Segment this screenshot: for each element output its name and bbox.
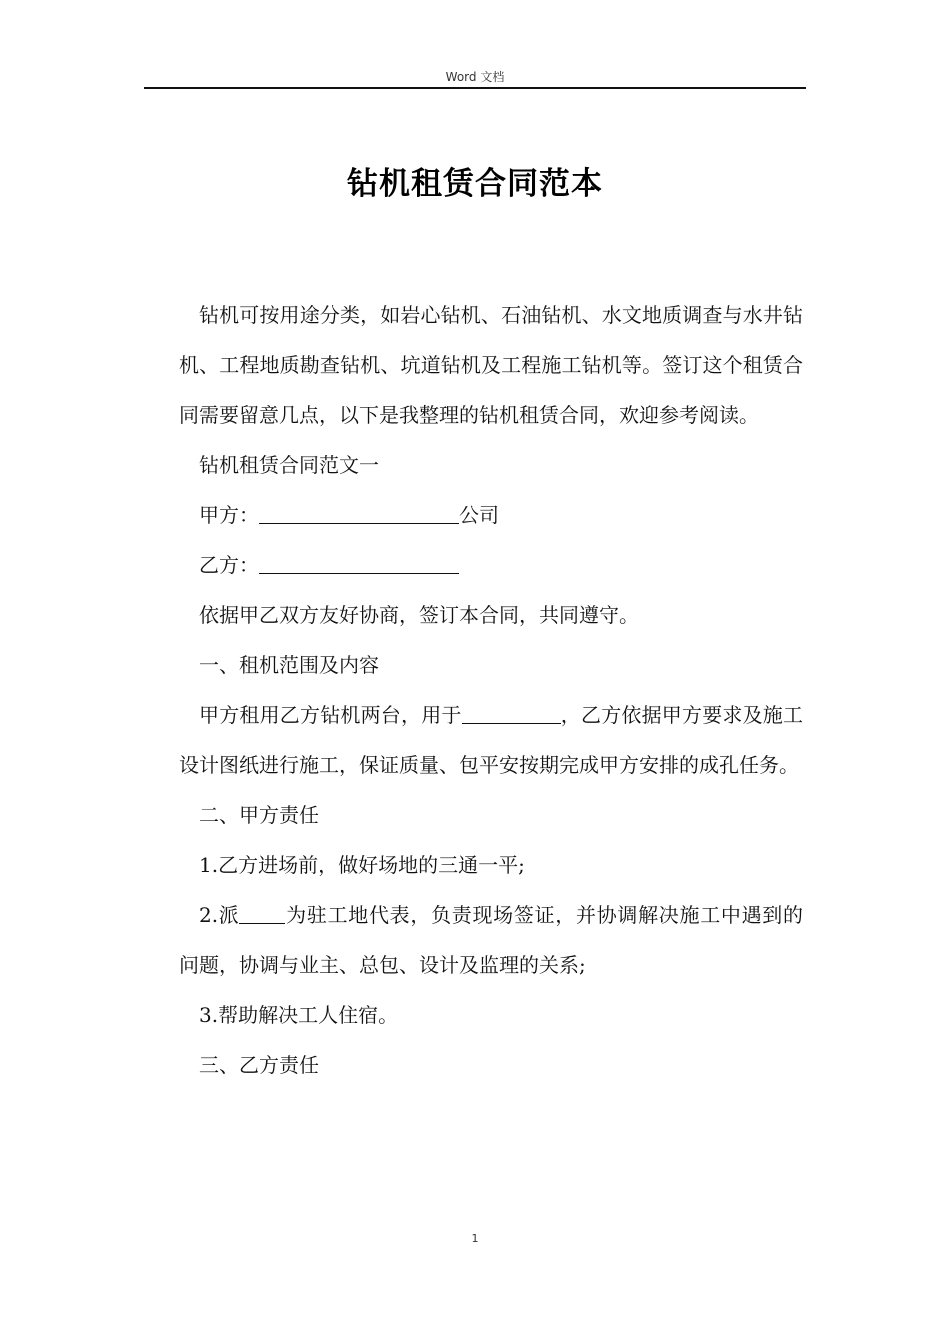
document-body	[179, 290, 803, 1090]
party-a-suffix: 公司	[459, 503, 499, 527]
document-title: 钻机租赁合同范本	[347, 166, 603, 202]
intro-paragraph: 钻机可按用途分类，如岩心钻机、石油钻机、水文地质调查与水井钻机、工程地质勘查钻机、坑道钻机及工程施工钻机等。签订这个租赁合同需要留意几点，以下是我整理的钻机租赁合同，欢迎参考阅读。	[179, 303, 803, 427]
usage-blank	[462, 703, 561, 724]
section-1-text-pre: 甲方租用乙方钻机两台，用于	[199, 703, 462, 727]
section-3-heading: 三、乙方责任	[199, 1053, 319, 1077]
party-b-line	[179, 540, 803, 590]
list-item-2-pre: 2.派	[199, 903, 240, 927]
party-b-blank	[259, 553, 459, 574]
sample-title: 钻机租赁合同范文一	[199, 453, 379, 477]
list-item-1: 1.乙方进场前，做好场地的三通一平;	[199, 853, 525, 877]
list-item-2	[179, 890, 803, 990]
header-divider	[144, 87, 806, 89]
agreement-paragraph: 依据甲乙双方友好协商，签订本合同，共同遵守。	[199, 603, 639, 627]
page-header: Word 文档	[445, 70, 505, 84]
representative-blank	[239, 903, 285, 924]
section-1-paragraph	[179, 690, 803, 790]
party-a-line	[179, 490, 803, 540]
section-1-heading: 一、租机范围及内容	[199, 653, 379, 677]
list-item-2-post: 为驻工地代表，负责现场签证，并协调解决施工中遇到的问题，协调与业主、总包、设计及监理的关系;	[179, 903, 803, 977]
section-2-heading: 二、甲方责任	[199, 803, 319, 827]
section-1-text-post: ，乙方依据甲方要求及施工设计图纸进行施工，保证质量、包平安按期完成甲方安排的成孔任务。	[179, 703, 804, 777]
page-number: 1	[471, 1232, 479, 1245]
list-item-3: 3.帮助解决工人住宿。	[199, 1003, 399, 1027]
party-a-label: 甲方：	[199, 503, 259, 527]
party-b-label: 乙方：	[199, 553, 259, 577]
party-a-blank	[259, 503, 459, 524]
